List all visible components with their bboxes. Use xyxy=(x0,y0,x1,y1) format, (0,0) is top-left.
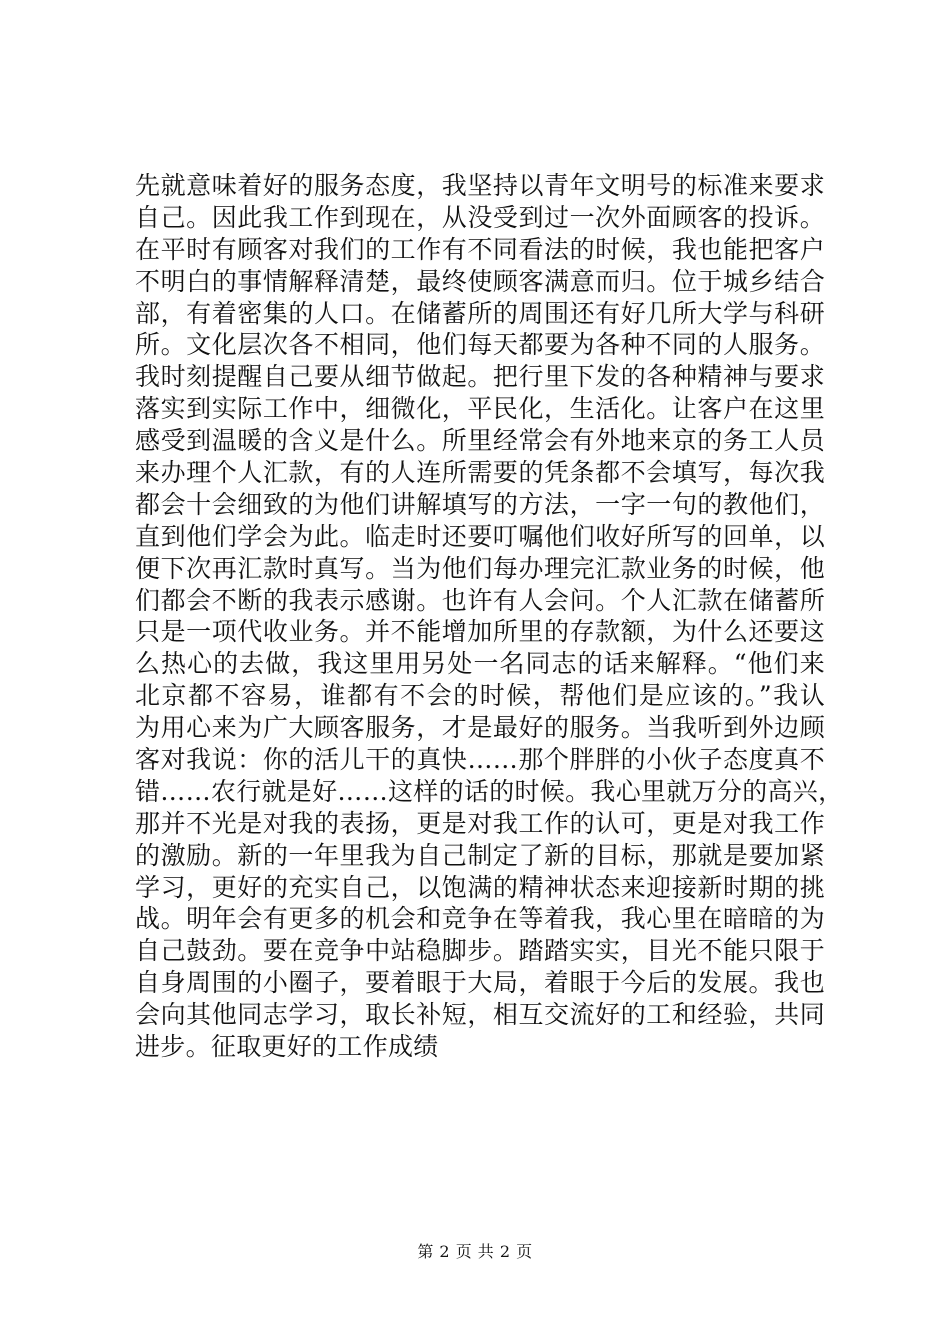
body-text xyxy=(135,170,844,1063)
page-number-footer: 第 2 页 共 2 页 xyxy=(417,1242,533,1261)
text-line: 只是一项代收业务。并不能增加所里的存款额，为什么还要这 xyxy=(135,617,825,647)
text-line: 感受到温暖的含义是什么。所里经常会有外地来京的务工人员 xyxy=(135,426,825,456)
text-line: 在平时有顾客对我们的工作有不同看法的时候，我也能把客户 xyxy=(135,234,825,264)
text-line: 会向其他同志学习，取长补短，相互交流好的工和经验，共同 xyxy=(135,1000,825,1030)
text-line: 直到他们学会为此。临走时还要叮嘱他们收好所写的回单，以 xyxy=(135,521,825,551)
text-line: 的激励。新的一年里我为自己制定了新的目标，那就是要加紧 xyxy=(135,840,825,870)
text-line: 自己鼓劲。要在竞争中站稳脚步。踏踏实实，目光不能只限于 xyxy=(135,936,825,966)
text-line: 自己。因此我工作到现在，从没受到过一次外面顾客的投诉。 xyxy=(135,202,825,232)
text-line: 为用心来为广大顾客服务，才是最好的服务。当我听到外边顾 xyxy=(135,713,825,743)
text-line: 我时刻提醒自己要从细节做起。把行里下发的各种精神与要求 xyxy=(135,362,825,392)
text-line: 客对我说：你的活儿干的真快……那个胖胖的小伙子态度真不 xyxy=(135,745,825,775)
text-line: 先就意味着好的服务态度，我坚持以青年文明号的标准来要求 xyxy=(135,171,825,200)
text-line: 所。文化层次各不相同，他们每天都要为各种不同的人服务。 xyxy=(135,330,825,360)
text-line: 不明白的事情解释清楚，最终使顾客满意而归。位于城乡结合 xyxy=(135,266,825,296)
text-line-last: 进步。征取更好的工作成绩 xyxy=(135,1032,439,1062)
text-line: 北京都不容易，谁都有不会的时候，帮他们是应该的。”我认 xyxy=(135,681,825,711)
text-line: 便下次再汇款时真写。当为他们每办理完汇款业务的时候，他 xyxy=(135,553,825,583)
text-line: 么热心的去做，我这里用另处一名同志的话来解释。“他们来 xyxy=(135,649,825,679)
text-line: 部，有着密集的人口。在储蓄所的周围还有好几所大学与科研 xyxy=(135,298,825,328)
text-line: 错……农行就是好……这样的话的时候。我心里就万分的高兴， xyxy=(135,776,844,806)
text-line: 学习，更好的充实自己，以饱满的精神状态来迎接新时期的挑 xyxy=(135,872,825,902)
text-line: 那并不光是对我的表扬，更是对我工作的认可，更是对我工作 xyxy=(135,808,825,838)
text-line: 都会十会细致的为他们讲解填写的方法，一字一句的教他们， xyxy=(135,489,825,519)
text-line: 落实到实际工作中，细微化，平民化，生活化。让客户在这里 xyxy=(135,394,825,424)
text-line: 战。明年会有更多的机会和竞争在等着我，我心里在暗暗的为 xyxy=(135,904,825,934)
text-line: 们都会不断的我表示感谢。也许有人会问。个人汇款在储蓄所 xyxy=(135,585,825,615)
text-line: 来办理个人汇款，有的人连所需要的凭条都不会填写，每次我 xyxy=(135,458,825,488)
text-line: 自身周围的小圈子，要着眼于大局，着眼于今后的发展。我也 xyxy=(135,968,825,998)
